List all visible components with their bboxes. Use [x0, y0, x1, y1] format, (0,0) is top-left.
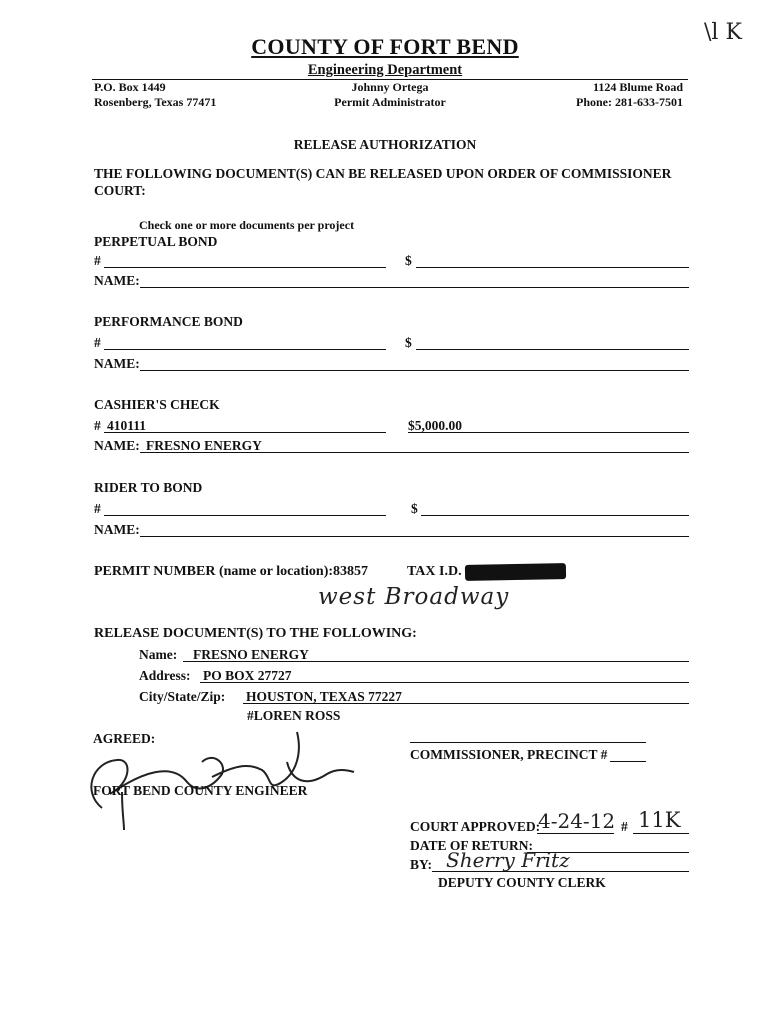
check-note: Check one or more documents per project [139, 218, 355, 232]
perpetual-bond-number-field[interactable] [104, 267, 386, 268]
cashiers-check-number-label: # [94, 418, 101, 433]
cashiers-check-name-value: FRESNO ENERGY [146, 438, 262, 453]
perpetual-bond-amount-field[interactable] [416, 267, 689, 268]
cashiers-check-title: CASHIER'S CHECK [94, 397, 220, 412]
engineer-label: FORT BEND COUNTY ENGINEER [93, 783, 308, 798]
corner-handwritten-mark: \l K [704, 20, 742, 45]
perpetual-bond-number-label: # [94, 253, 101, 268]
cashiers-check-amount-value: $5,000.00 [408, 418, 462, 433]
county-title: COUNTY OF FORT BEND [251, 34, 519, 59]
deputy-clerk-label: DEPUTY COUNTY CLERK [438, 875, 606, 890]
court-approved-label: COURT APPROVED: [410, 819, 541, 834]
perpetual-bond-title: PERPETUAL BOND [94, 234, 218, 249]
handwritten-location: west Broadway [318, 584, 510, 610]
rider-to-bond-number-label: # [94, 501, 101, 516]
release-name-label: Name: [139, 647, 178, 662]
rider-to-bond-amount-label: $ [411, 501, 418, 516]
po-box: P.O. Box 1449 [94, 80, 166, 94]
cashiers-check-amount-field[interactable] [408, 432, 689, 433]
release-name-field[interactable] [183, 661, 689, 662]
perpetual-bond-name-field[interactable] [140, 287, 689, 288]
agreed-label: AGREED: [93, 731, 156, 746]
release-address-field[interactable] [200, 682, 689, 683]
rider-to-bond-amount-field[interactable] [421, 515, 689, 516]
release-city-value: HOUSTON, TEXAS 77227 [246, 689, 402, 704]
intro-line-1: THE FOLLOWING DOCUMENT(S) CAN BE RELEASED UPON ORDER OF COMMISSIONER [94, 166, 672, 181]
release-city-field[interactable] [243, 703, 689, 704]
tax-id-label: TAX I.D. [407, 564, 462, 579]
header-left-block [94, 80, 216, 110]
date-of-return-label: DATE OF RETURN: [410, 838, 534, 853]
release-name-value: FRESNO ENERGY [193, 647, 309, 662]
performance-bond-name-label: NAME: [94, 356, 140, 371]
permit-number-label: PERMIT NUMBER (name or location):83857 [94, 564, 369, 579]
perpetual-bond-amount-label: $ [405, 253, 412, 268]
release-address-value: PO BOX 27727 [203, 668, 292, 683]
header-center-block [285, 80, 495, 110]
perpetual-bond-name-label: NAME: [94, 273, 140, 288]
department-title: Engineering Department [307, 62, 463, 78]
administrator-title: Permit Administrator [334, 95, 446, 109]
performance-bond-title: PERFORMANCE BOND [94, 314, 243, 329]
release-heading: RELEASE DOCUMENT(S) TO THE FOLLOWING: [94, 626, 417, 641]
performance-bond-number-label: # [94, 335, 101, 350]
court-approved-field[interactable] [537, 833, 614, 834]
performance-bond-number-field[interactable] [104, 349, 386, 350]
rider-to-bond-name-field[interactable] [140, 536, 689, 537]
release-city-label: City/State/Zip: [139, 689, 226, 704]
performance-bond-amount-label: $ [405, 335, 412, 350]
cashiers-check-name-field[interactable] [140, 452, 689, 453]
rider-to-bond-name-label: NAME: [94, 522, 140, 537]
administrator-name: Johnny Ortega [351, 80, 429, 94]
cashiers-check-name-label: NAME: [94, 438, 140, 453]
street-address: 1124 Blume Road [592, 80, 683, 94]
performance-bond-name-field[interactable] [140, 370, 689, 371]
city-line: Rosenberg, Texas 77471 [94, 95, 217, 109]
court-item-label: # [621, 819, 628, 834]
cashiers-check-number-value: 410111 [107, 418, 147, 433]
by-field[interactable] [432, 871, 689, 872]
intro-text [94, 165, 671, 199]
cashiers-check-number-field[interactable] [104, 432, 386, 433]
redacted-tax-id [465, 563, 566, 581]
release-address-label: Address: [139, 668, 191, 683]
precinct-field[interactable] [610, 761, 646, 762]
court-approved-date: 4-24-12 [538, 809, 616, 833]
header-right-block [520, 80, 683, 110]
court-item-value: 11K [638, 808, 681, 832]
rider-to-bond-title: RIDER TO BOND [94, 480, 203, 495]
court-item-field[interactable] [633, 833, 689, 834]
phone-number: Phone: 281-633-7501 [576, 95, 683, 109]
commissioner-label: COMMISSIONER, PRECINCT # [410, 747, 608, 762]
intro-line-2: COURT: [94, 183, 146, 198]
clerk-signature: Sherry Fritz [446, 848, 570, 872]
engineer-signature [62, 722, 362, 832]
by-label: BY: [410, 857, 433, 872]
commissioner-signature-line[interactable] [410, 742, 646, 743]
release-contact: #LOREN ROSS [247, 708, 341, 723]
rider-to-bond-number-field[interactable] [104, 515, 386, 516]
form-title: RELEASE AUTHORIZATION [293, 137, 477, 152]
performance-bond-amount-field[interactable] [416, 349, 689, 350]
